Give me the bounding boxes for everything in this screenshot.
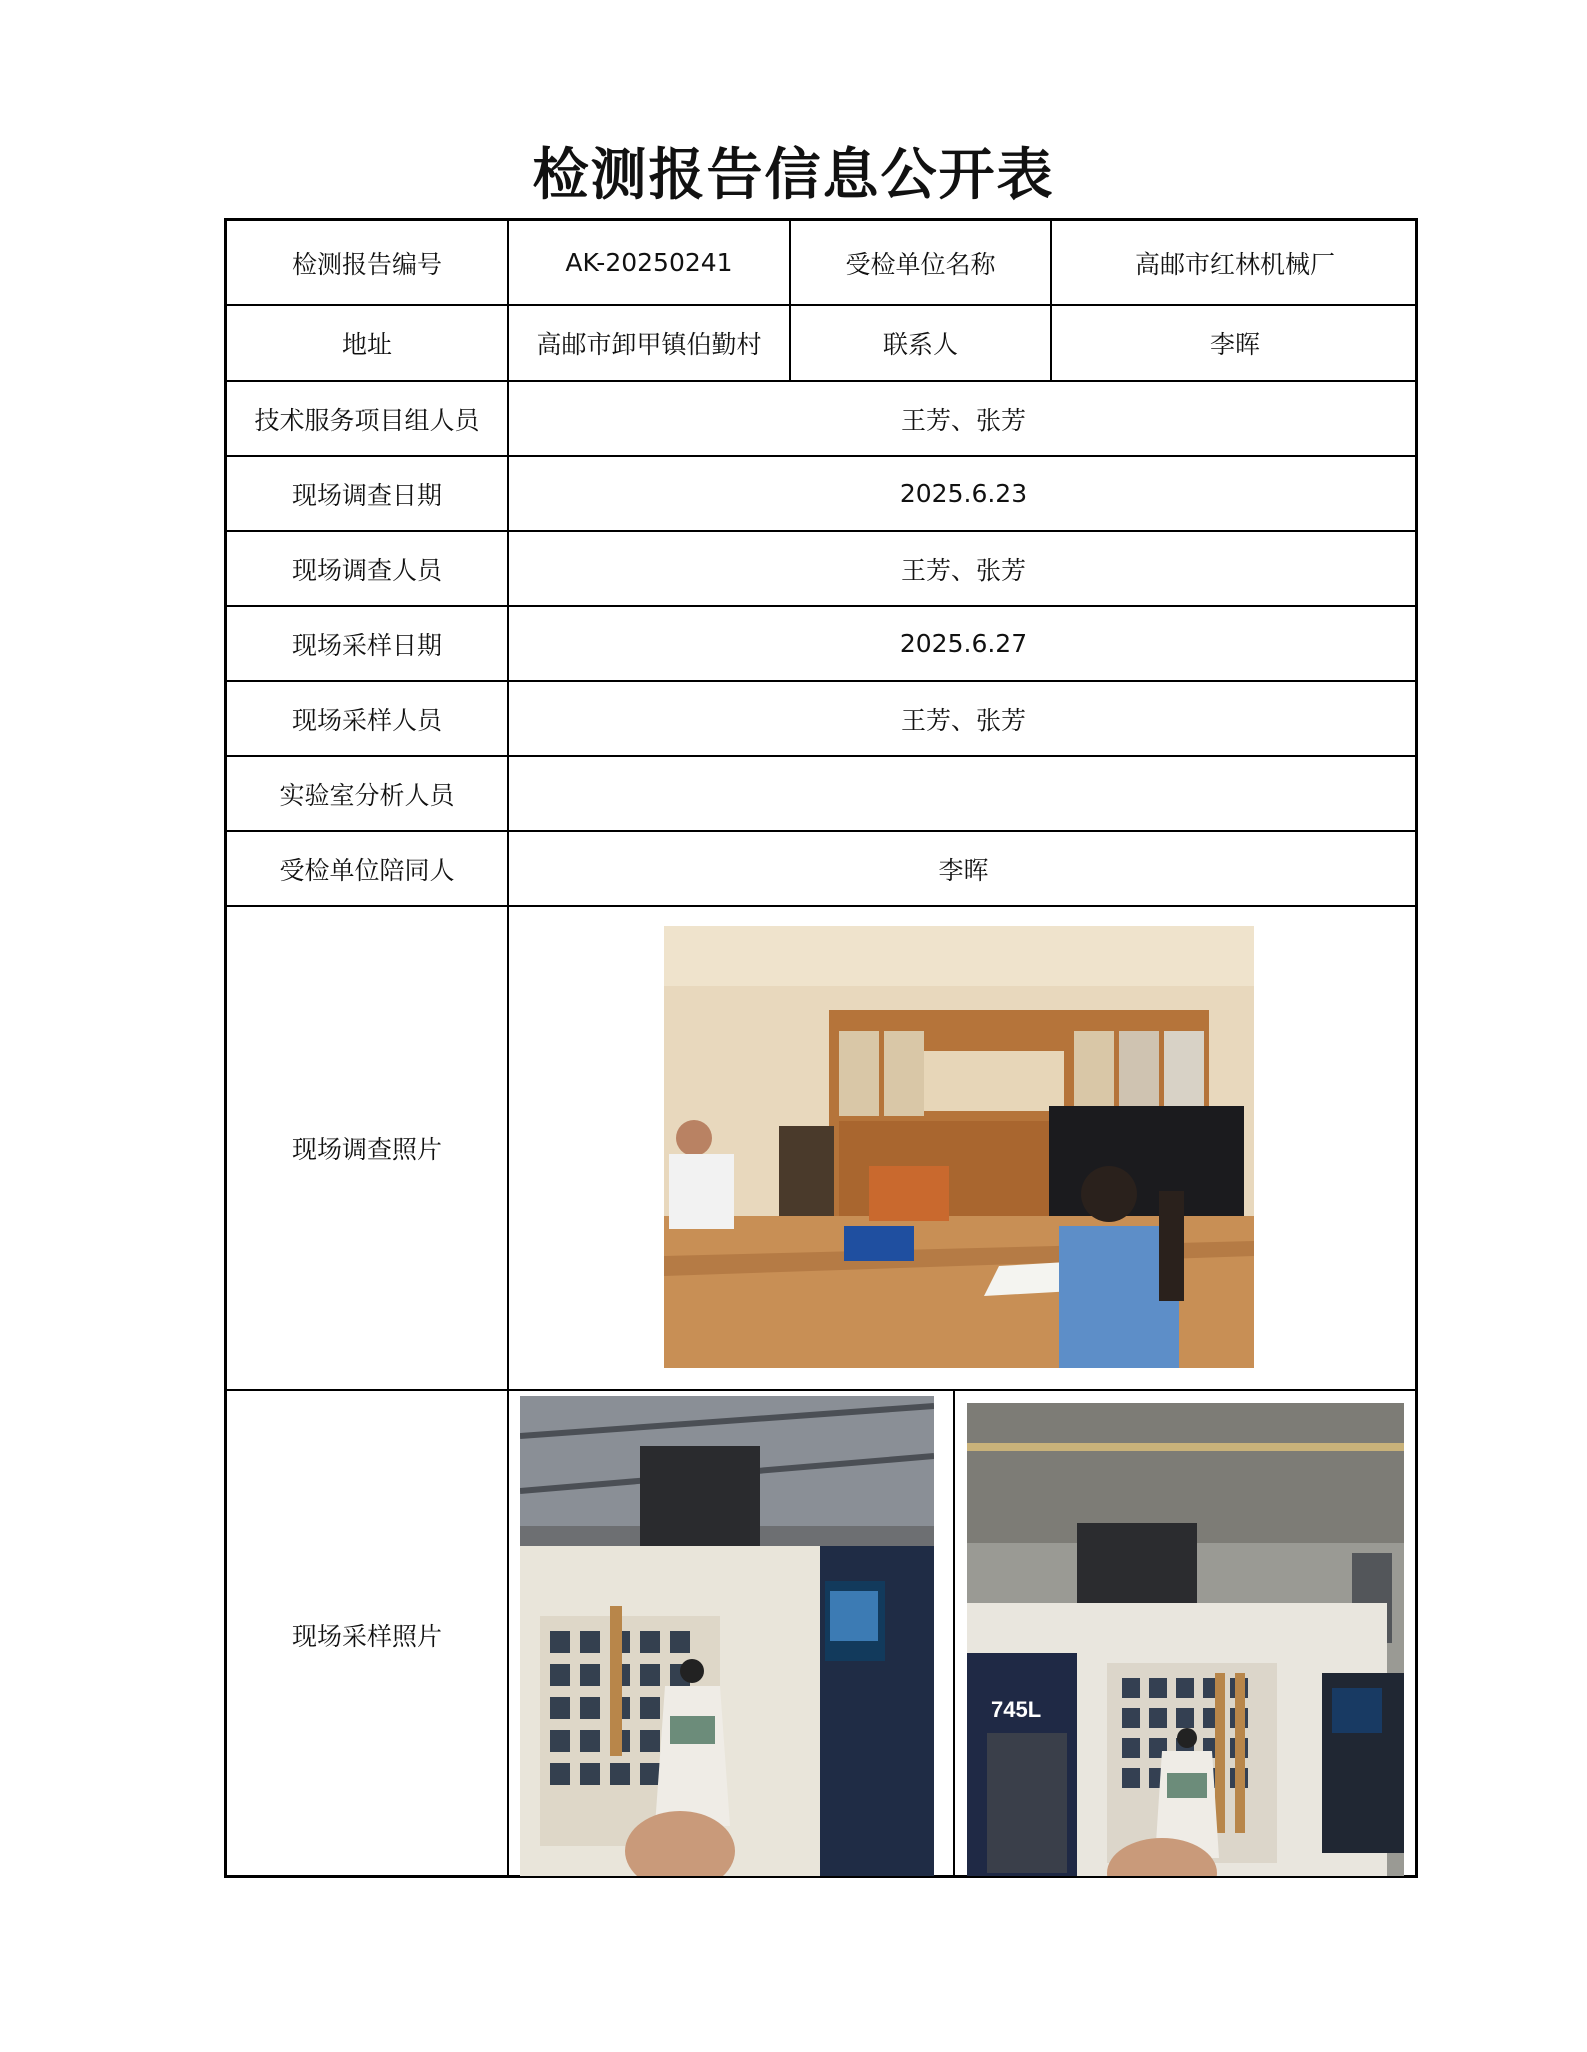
sampling-staff-label: 现场采样人员: [291, 705, 442, 735]
sampling-photo-1: [520, 1396, 934, 1876]
survey-staff-value: 王芳、张芳: [900, 555, 1026, 585]
sampling-photo-2: [967, 1403, 1404, 1876]
survey-photo: [664, 926, 1254, 1368]
column-divider: [953, 1389, 955, 1878]
info-table: [224, 218, 1418, 1878]
unit-name-label: 受检单位名称: [845, 249, 996, 279]
survey-date-label: 现场调查日期: [291, 480, 442, 510]
sampling-photo-label: 现场采样照片: [291, 1621, 442, 1651]
accompany-label: 受检单位陪同人: [279, 855, 455, 885]
document-title: 检测报告信息公开表: [532, 143, 1055, 208]
lab-analyst-label: 实验室分析人员: [279, 780, 455, 810]
survey-date-value: 2025.6.23: [899, 479, 1028, 508]
project-team-label: 技术服务项目组人员: [254, 405, 480, 435]
machine-model-text: 745L: [991, 1697, 1042, 1722]
accompany-value: 李晖: [938, 855, 989, 885]
contact-label: 联系人: [882, 330, 958, 359]
report-no-label: 检测报告编号: [291, 249, 442, 279]
report-no-value: AK-20250241: [565, 248, 733, 277]
contact-value: 李晖: [1209, 330, 1260, 359]
unit-name-value: 高邮市红林机械厂: [1134, 249, 1335, 279]
sampling-staff-value: 王芳、张芳: [900, 705, 1026, 735]
survey-photo-label: 现场调查照片: [291, 1135, 442, 1164]
address-label: 地址: [341, 330, 392, 359]
lab-analyst-value: [509, 757, 1418, 830]
survey-staff-label: 现场调查人员: [291, 555, 442, 585]
sampling-date-label: 现场采样日期: [291, 630, 442, 660]
sampling-date-value: 2025.6.27: [899, 629, 1028, 658]
project-team-value: 王芳、张芳: [900, 405, 1026, 435]
address-value: 高邮市卸甲镇伯勤村: [536, 330, 762, 359]
